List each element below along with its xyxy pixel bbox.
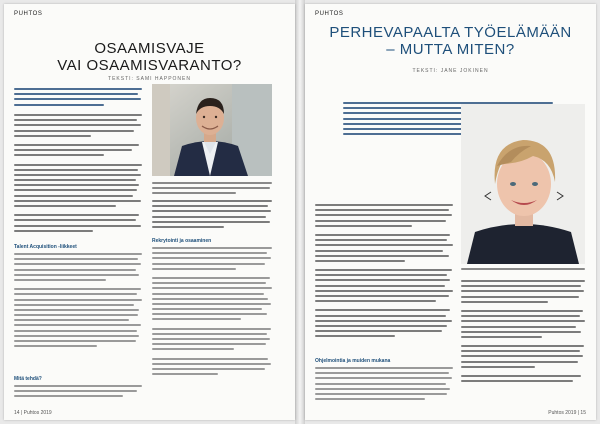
lead-paragraph: [14, 88, 142, 109]
headline-line-1: PERHEVAPAALTA TYÖELÄMÄÄN: [329, 24, 572, 41]
body-text-column-2: [152, 200, 272, 231]
byline: TEKSTI: JANE JOKINEN: [412, 68, 489, 74]
body-text-column-2b: [152, 247, 272, 378]
subhead: Ohjelmointia ja muiden mukana: [315, 358, 391, 364]
body-text-column-1b: [14, 253, 142, 350]
headline-line-2: VAI OSAAMISVARANTO?: [57, 57, 242, 75]
headline-line-1: OSAAMISVAJE: [94, 40, 205, 57]
section-label: PUHTOS: [315, 11, 344, 17]
article-headline: [315, 24, 586, 59]
body-text-column-1c: [14, 385, 142, 401]
subhead: Rekrytointi ja osaaminen: [152, 238, 212, 244]
body-text-column-1b: [315, 367, 453, 403]
subhead: Mitä tehdä?: [14, 376, 42, 382]
photo-caption: [152, 182, 272, 198]
subhead: Talent Acquisition -liikkeet: [14, 244, 77, 250]
section-label: PUHTOS: [14, 11, 43, 17]
photo-caption: [461, 268, 585, 273]
page-folio: Puhtos 2019 | 15: [548, 410, 586, 416]
page-folio: 14 | Puhtos 2019: [14, 410, 52, 416]
right-page: [305, 4, 596, 420]
body-text-column-2: [461, 280, 585, 385]
author-portrait-photo: [152, 84, 272, 176]
left-page: [4, 4, 295, 420]
headline-line-2: – MUTTA MITEN?: [386, 41, 515, 59]
interviewee-portrait-photo: [461, 104, 585, 264]
article-headline: [14, 40, 285, 75]
body-text-column-1: [315, 204, 453, 341]
page-gutter: [295, 0, 305, 424]
byline: TEKSTI: SAMI HAPPONEN: [108, 76, 191, 82]
body-text-column-1: [14, 114, 142, 235]
